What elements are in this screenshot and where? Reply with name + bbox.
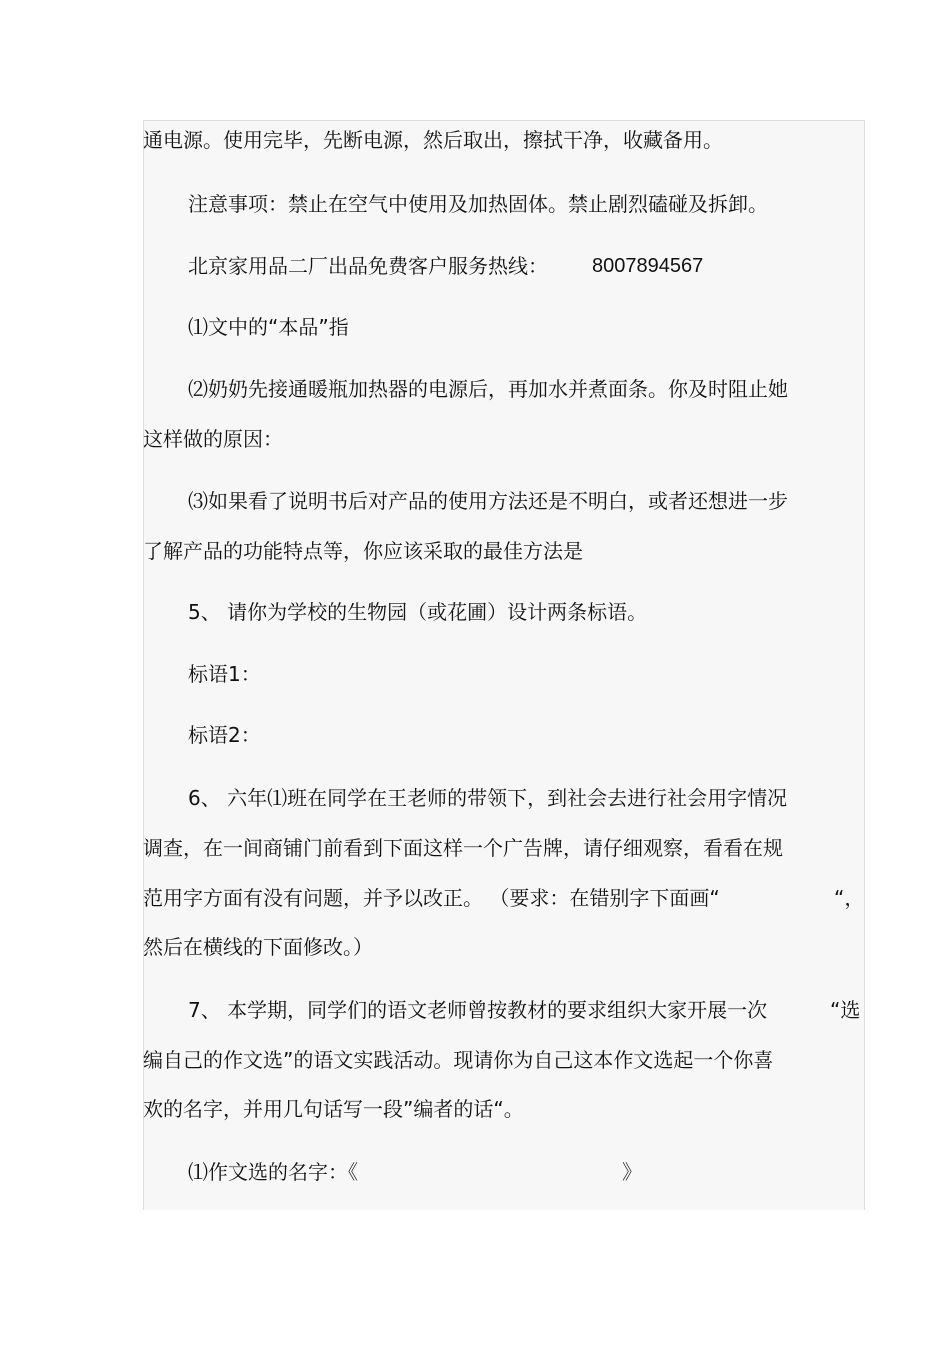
text-line: 》 xyxy=(622,1160,642,1184)
text-line: ⑶如果看了说明书后对产品的使用方法还是不明白，或者还想进一步 xyxy=(188,489,788,513)
text-line: 范用字方面有没有问题，并予以改正。 （要求：在错别字下面画“ xyxy=(143,886,720,910)
text-line: 通电源。使用完毕，先断电源，然后取出，擦拭干净，收藏备用。 xyxy=(143,128,723,152)
text-line: 标语1： xyxy=(188,662,261,686)
hotline-number: 8007894567 xyxy=(592,255,704,277)
text-line: ⑴作文选的名字：《 xyxy=(188,1160,358,1184)
text-line: 欢的名字，并用几句话写一段”编者的话“。 xyxy=(143,1097,524,1121)
text-line: 了解产品的功能特点等，你应该采取的最佳方法是 xyxy=(143,539,583,563)
text-line: 调查，在一间商铺门前看到下面这样一个广告牌，请仔细观察，看看在规 xyxy=(143,836,783,860)
text-line: 注意事项：禁止在空气中使用及加热固体。禁止剧烈磕碰及拆卸。 xyxy=(188,192,768,216)
text-line: 7、 本学期，同学们的语文老师曾按教材的要求组织大家开展一次 xyxy=(188,998,768,1022)
text-line: 5、 请你为学校的生物园（或花圃）设计两条标语。 xyxy=(188,600,648,624)
text-line: 然后在横线的下面修改。） xyxy=(143,935,373,959)
text-line: ⑵奶奶先接通暖瓶加热器的电源后，再加水并煮面条。你及时阻止她 xyxy=(188,377,788,401)
text-line: ⑴文中的“本品”指 xyxy=(188,315,349,339)
text-line: “选 xyxy=(830,998,861,1022)
text-line: 这样做的原因： xyxy=(143,427,283,451)
text-line: 编自己的作文选”的语文实践活动。现请你为自己这本作文选起一个你喜 xyxy=(143,1048,774,1072)
text-line: 北京家用品二厂出品免费客户服务热线： xyxy=(188,254,548,278)
text-line: 6、 六年⑴班在同学在王老师的带领下，到社会去进行社会用字情况 xyxy=(188,786,788,810)
text-line: 标语2： xyxy=(188,723,261,747)
text-line: “， xyxy=(834,886,865,910)
